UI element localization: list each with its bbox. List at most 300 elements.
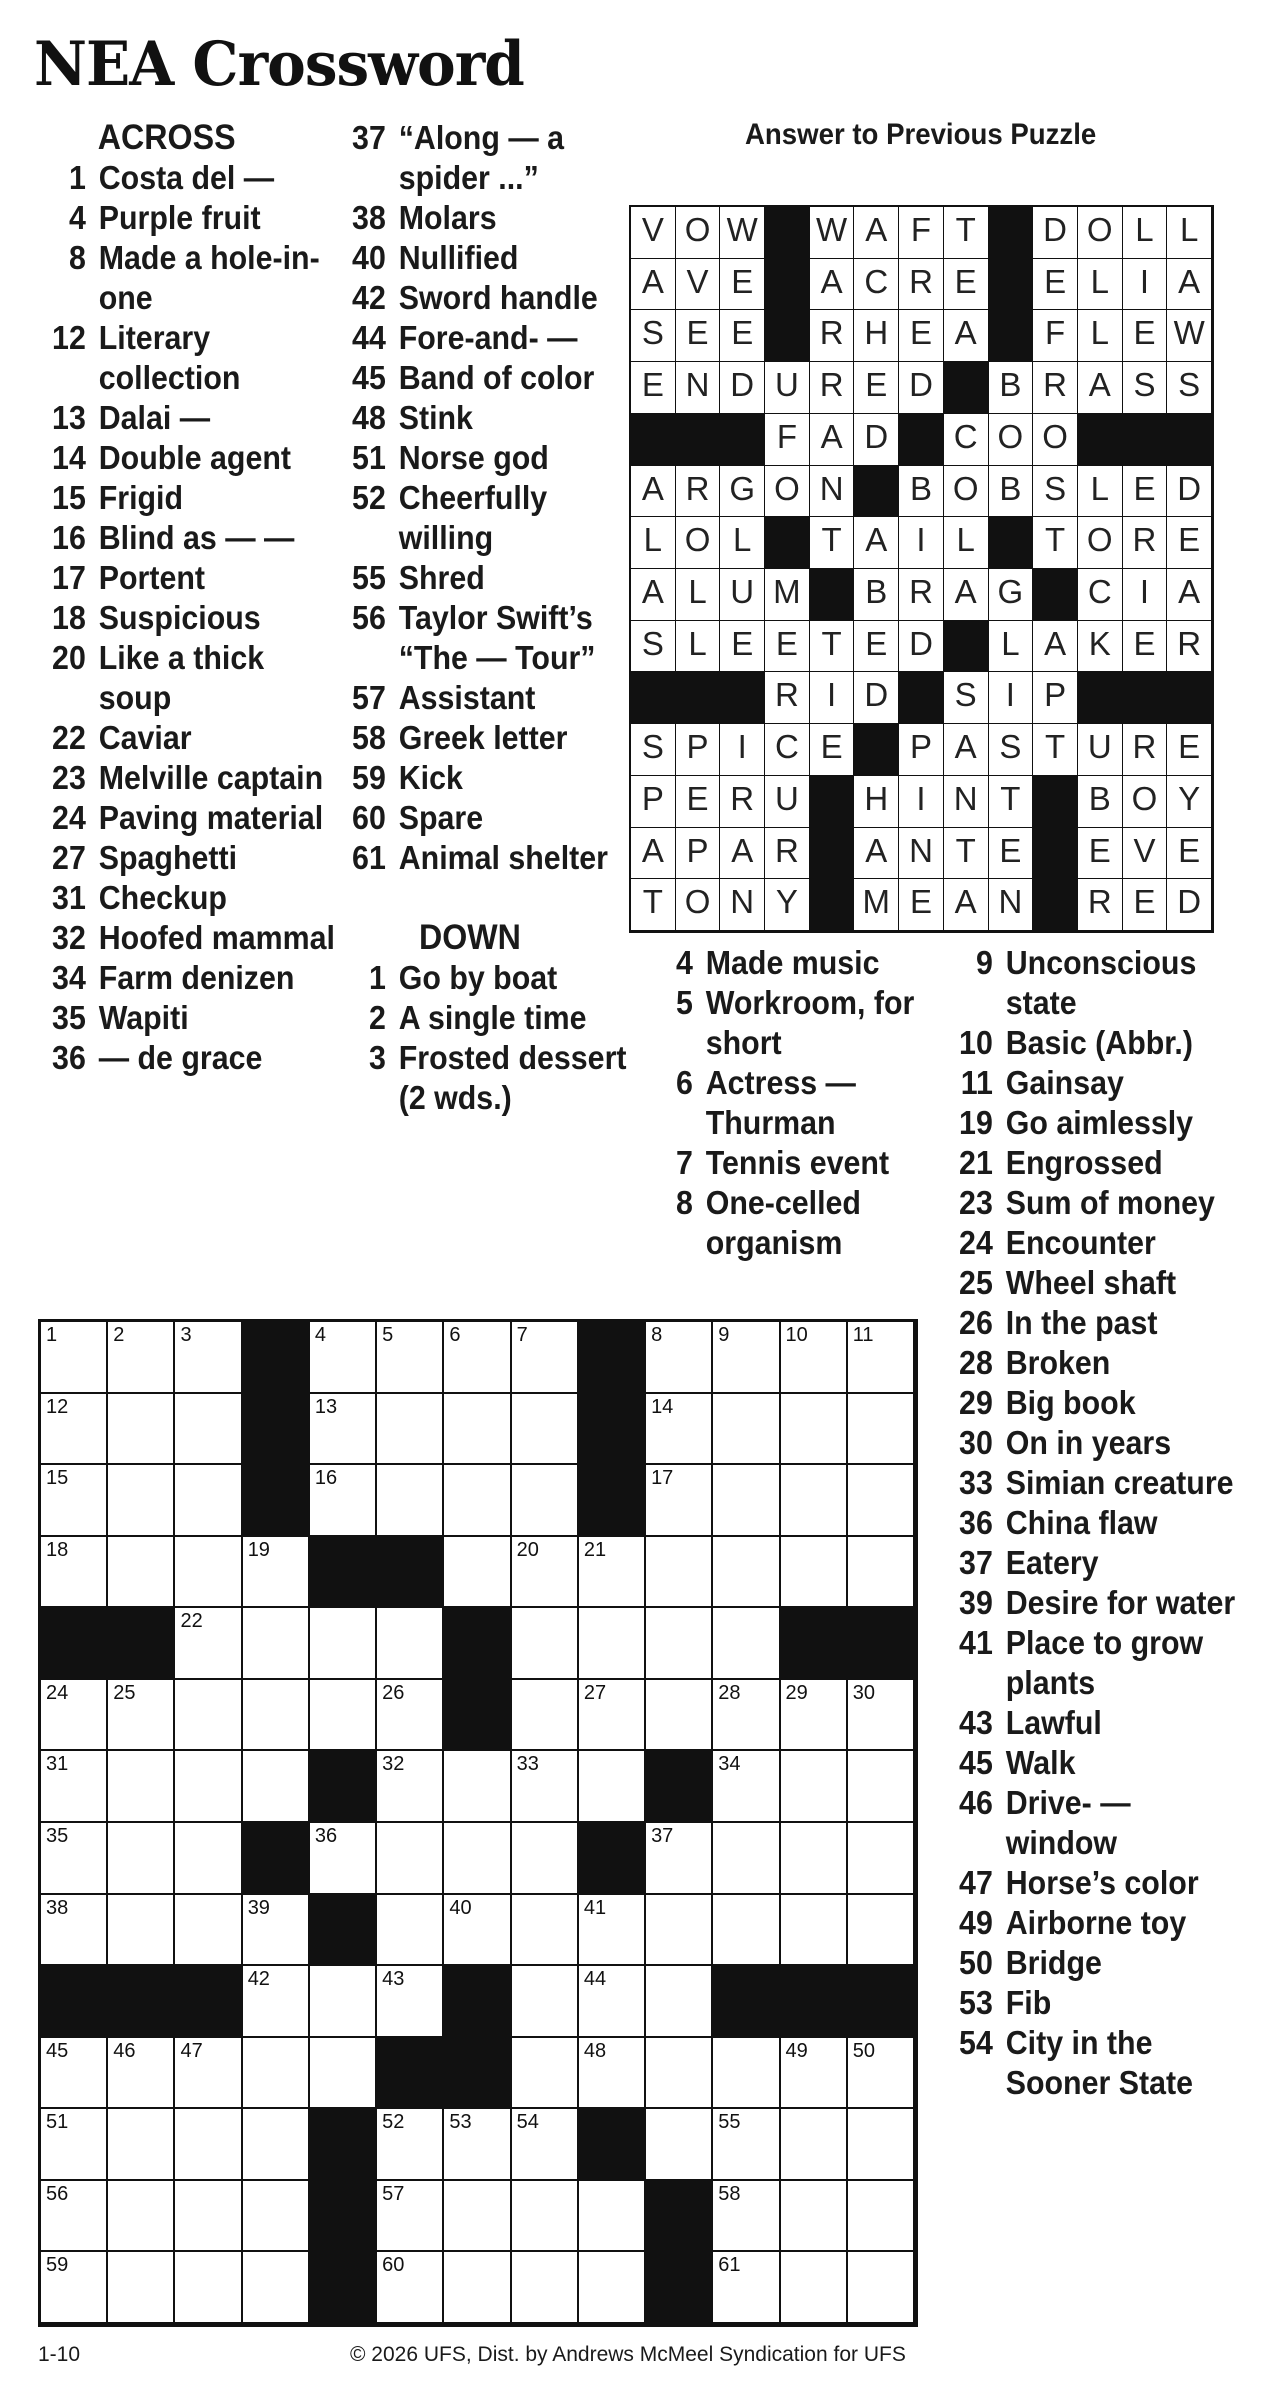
- clue-number: 7: [675, 1144, 693, 1181]
- grid-cell[interactable]: [175, 1465, 242, 1537]
- grid-cell[interactable]: [175, 1394, 242, 1466]
- grid-cell[interactable]: [108, 1823, 175, 1895]
- answer-letter-cell: D: [854, 672, 899, 724]
- grid-cell[interactable]: [781, 1537, 848, 1609]
- grid-cell[interactable]: [713, 1608, 780, 1680]
- down-clue-1: [338, 958, 636, 998]
- grid-cell[interactable]: [646, 1680, 713, 1752]
- clue-number: 50: [959, 1944, 993, 1981]
- grid-cell[interactable]: [512, 1537, 579, 1609]
- cell-number: 50: [852, 2039, 876, 2062]
- grid-cell[interactable]: [713, 1322, 780, 1394]
- grid-cell[interactable]: [781, 2109, 848, 2181]
- clue-number: 30: [959, 1424, 993, 1461]
- across-clue-23: [38, 758, 336, 798]
- grid-cell[interactable]: [713, 1751, 780, 1823]
- grid-cell[interactable]: [444, 1537, 511, 1609]
- clue-number: 47: [959, 1864, 993, 1901]
- clue-number: 46: [959, 1784, 993, 1821]
- answer-letter-cell: R: [899, 569, 944, 621]
- clue-number: 19: [959, 1104, 993, 1141]
- cell-number: 14: [651, 1395, 674, 1418]
- clue-number: 34: [52, 959, 86, 996]
- across-clue-36: [38, 1038, 336, 1078]
- across-clue-12: [38, 318, 336, 398]
- grid-cell[interactable]: [781, 1394, 848, 1466]
- grid-cell[interactable]: [781, 1680, 848, 1752]
- answer-letter-cell: N: [989, 879, 1034, 931]
- grid-cell[interactable]: [41, 1680, 108, 1752]
- clue-text: Encounter: [1005, 1224, 1156, 1261]
- down-clue-39: [945, 1583, 1243, 1623]
- answer-letter-cell: D: [720, 362, 765, 414]
- answer-letter-cell: E: [989, 828, 1034, 880]
- grid-cell[interactable]: [848, 1394, 915, 1466]
- clue-text: Sum of money: [1005, 1184, 1215, 1221]
- grid-cell[interactable]: [781, 1895, 848, 1967]
- grid-cell[interactable]: [175, 2181, 242, 2253]
- across-clue-34: [38, 958, 336, 998]
- clue-number: 24: [959, 1224, 993, 1261]
- clue-text: — de grace: [98, 1039, 263, 1076]
- grid-cell[interactable]: [108, 1680, 175, 1752]
- answer-letter-cell: T: [631, 879, 676, 931]
- cell-number: 18: [46, 1538, 69, 1561]
- across-clue-8: [38, 238, 336, 318]
- clue-number: 28: [959, 1344, 993, 1381]
- black-square: [579, 2109, 646, 2181]
- grid-cell[interactable]: [781, 2252, 848, 2324]
- grid-cell[interactable]: [579, 2038, 646, 2110]
- grid-cell[interactable]: [848, 1537, 915, 1609]
- grid-cell[interactable]: [41, 1823, 108, 1895]
- grid-cell[interactable]: [444, 1823, 511, 1895]
- grid-cell[interactable]: [444, 1394, 511, 1466]
- down-clue-37: [945, 1543, 1243, 1583]
- grid-cell[interactable]: [108, 2252, 175, 2324]
- grid-cell[interactable]: [41, 1394, 108, 1466]
- black-square: [579, 1394, 646, 1466]
- answer-letter-cell: T: [810, 621, 855, 673]
- answer-letter-cell: R: [1123, 724, 1168, 776]
- answer-letter-cell: A: [631, 828, 676, 880]
- grid-cell[interactable]: [377, 1322, 444, 1394]
- clue-number: 57: [352, 679, 386, 716]
- grid-cell[interactable]: [310, 1394, 377, 1466]
- grid-cell[interactable]: [713, 1823, 780, 1895]
- across-clues-column-1: [38, 118, 338, 1078]
- grid-cell[interactable]: [377, 1465, 444, 1537]
- cell-number: 10: [785, 1324, 808, 1346]
- grid-cell[interactable]: [175, 2109, 242, 2181]
- grid-cell[interactable]: [377, 1751, 444, 1823]
- answer-black-square: [720, 414, 765, 466]
- across-clue-37: [338, 118, 636, 198]
- grid-cell[interactable]: [848, 2181, 915, 2253]
- grid-cell[interactable]: [713, 1465, 780, 1537]
- cell-number: 21: [583, 1538, 607, 1561]
- grid-cell[interactable]: [108, 1751, 175, 1823]
- grid-cell[interactable]: [781, 1465, 848, 1537]
- answer-letter-cell: A: [944, 724, 989, 776]
- down-clue-45: [945, 1743, 1243, 1783]
- grid-cell[interactable]: [444, 2109, 511, 2181]
- clue-text: Shred: [398, 559, 485, 596]
- across-clue-15: [38, 478, 336, 518]
- answer-black-square: [989, 259, 1034, 311]
- grid-cell[interactable]: [781, 1751, 848, 1823]
- grid-cell[interactable]: [848, 1465, 915, 1537]
- grid-cell[interactable]: [310, 1322, 377, 1394]
- grid-cell[interactable]: [646, 1608, 713, 1680]
- grid-cell[interactable]: [781, 1322, 848, 1394]
- answer-letter-cell: S: [989, 724, 1034, 776]
- clue-number: 1: [368, 959, 386, 996]
- grid-cell[interactable]: [377, 1680, 444, 1752]
- cell-number: 55: [718, 2111, 741, 2134]
- clue-text: Fib: [1005, 1984, 1052, 2021]
- grid-cell[interactable]: [310, 1608, 377, 1680]
- cell-number: 59: [46, 2254, 69, 2277]
- black-square: [444, 1608, 511, 1680]
- answer-letter-cell: A: [631, 259, 676, 311]
- grid-cell[interactable]: [713, 2181, 780, 2253]
- cell-number: 42: [247, 1968, 270, 1991]
- clue-number: 51: [352, 439, 386, 476]
- grid-cell[interactable]: [444, 2181, 511, 2253]
- grid-cell[interactable]: [713, 1680, 780, 1752]
- grid-cell[interactable]: [108, 1537, 175, 1609]
- grid-cell[interactable]: [377, 2181, 444, 2253]
- grid-cell[interactable]: [41, 1465, 108, 1537]
- grid-cell[interactable]: [512, 1895, 579, 1967]
- puzzle-title: NEA Crossword: [34, 28, 524, 100]
- cell-number: 39: [247, 1896, 270, 1919]
- grid-cell[interactable]: [512, 2252, 579, 2324]
- grid-cell[interactable]: [713, 2109, 780, 2181]
- grid-cell[interactable]: [713, 2252, 780, 2324]
- grid-cell[interactable]: [444, 1465, 511, 1537]
- grid-cell[interactable]: [175, 2038, 242, 2110]
- answer-letter-cell: V: [1123, 828, 1168, 880]
- across-clue-56: [338, 598, 636, 678]
- clue-number: 11: [960, 1064, 993, 1101]
- grid-cell[interactable]: [646, 2038, 713, 2110]
- clue-text: Blind as — —: [98, 519, 295, 556]
- grid-cell[interactable]: [175, 1680, 242, 1752]
- grid-cell[interactable]: [108, 2181, 175, 2253]
- grid-cell[interactable]: [512, 1966, 579, 2038]
- cell-number: 11: [852, 1324, 874, 1346]
- answer-letter-cell: L: [720, 517, 765, 569]
- crossword-grid[interactable]: [38, 1319, 918, 2327]
- answer-letter-cell: U: [720, 569, 765, 621]
- black-square: [848, 1966, 915, 2038]
- grid-cell[interactable]: [41, 2181, 108, 2253]
- clue-number: 18: [52, 599, 86, 636]
- grid-cell[interactable]: [310, 1966, 377, 2038]
- clue-number: 35: [52, 999, 86, 1036]
- black-square: [579, 1465, 646, 1537]
- black-square: [646, 2252, 713, 2324]
- answer-letter-cell: L: [989, 621, 1034, 673]
- across-clue-27: [38, 838, 336, 878]
- grid-cell[interactable]: [377, 1608, 444, 1680]
- answer-letter-cell: G: [989, 569, 1034, 621]
- grid-cell[interactable]: [41, 1537, 108, 1609]
- grid-cell[interactable]: [579, 2181, 646, 2253]
- grid-cell[interactable]: [848, 2038, 915, 2110]
- down-clue-49: [945, 1903, 1243, 1943]
- down-clue-29: [945, 1383, 1243, 1423]
- grid-cell[interactable]: [108, 1895, 175, 1967]
- clue-number: 31: [52, 879, 86, 916]
- grid-cell[interactable]: [848, 1751, 915, 1823]
- grid-cell[interactable]: [175, 1537, 242, 1609]
- grid-cell[interactable]: [175, 1322, 242, 1394]
- answer-letter-cell: C: [944, 414, 989, 466]
- grid-cell[interactable]: [41, 1322, 108, 1394]
- answer-letter-cell: P: [676, 724, 721, 776]
- grid-cell[interactable]: [41, 2252, 108, 2324]
- grid-cell[interactable]: [579, 1537, 646, 1609]
- answer-letter-cell: F: [765, 414, 810, 466]
- grid-cell[interactable]: [108, 1322, 175, 1394]
- grid-cell[interactable]: [646, 1465, 713, 1537]
- cell-number: 7: [516, 1324, 528, 1346]
- cell-number: 8: [651, 1324, 663, 1346]
- grid-cell[interactable]: [243, 1537, 310, 1609]
- clue-text: Broken: [1005, 1344, 1111, 1381]
- grid-cell[interactable]: [444, 1751, 511, 1823]
- answer-black-square: [1078, 414, 1123, 466]
- grid-cell[interactable]: [108, 2109, 175, 2181]
- grid-cell[interactable]: [175, 1751, 242, 1823]
- answer-letter-cell: R: [1123, 517, 1168, 569]
- grid-cell[interactable]: [243, 1966, 310, 2038]
- grid-cell[interactable]: [175, 1895, 242, 1967]
- grid-cell[interactable]: [512, 1322, 579, 1394]
- grid-cell[interactable]: [646, 1394, 713, 1466]
- grid-cell[interactable]: [377, 1823, 444, 1895]
- answer-letter-cell: W: [810, 207, 855, 259]
- grid-cell[interactable]: [512, 1680, 579, 1752]
- grid-cell[interactable]: [848, 1895, 915, 1967]
- answer-letter-cell: T: [810, 517, 855, 569]
- puzzle-date: 1-10: [38, 2343, 81, 2366]
- grid-cell[interactable]: [444, 1895, 511, 1967]
- grid-cell[interactable]: [848, 2109, 915, 2181]
- grid-cell[interactable]: [512, 2038, 579, 2110]
- grid-cell[interactable]: [848, 1680, 915, 1752]
- grid-cell[interactable]: [310, 1465, 377, 1537]
- grid-cell[interactable]: [377, 1895, 444, 1967]
- clue-text: Checkup: [98, 879, 227, 916]
- clue-text: Like a thick soup: [98, 639, 265, 716]
- grid-cell[interactable]: [579, 1895, 646, 1967]
- grid-cell[interactable]: [781, 1823, 848, 1895]
- grid-cell[interactable]: [512, 2109, 579, 2181]
- grid-cell[interactable]: [377, 2252, 444, 2324]
- grid-cell[interactable]: [41, 2038, 108, 2110]
- grid-cell[interactable]: [512, 1608, 579, 1680]
- grid-cell[interactable]: [310, 2038, 377, 2110]
- grid-cell[interactable]: [512, 1751, 579, 1823]
- black-square: [108, 1966, 175, 2038]
- grid-cell[interactable]: [41, 1895, 108, 1967]
- grid-cell[interactable]: [646, 1895, 713, 1967]
- clue-text: Drive- — window: [1005, 1784, 1131, 1861]
- grid-cell[interactable]: [108, 1465, 175, 1537]
- grid-cell[interactable]: [848, 1823, 915, 1895]
- grid-cell[interactable]: [243, 2038, 310, 2110]
- grid-cell[interactable]: [579, 1608, 646, 1680]
- grid-cell[interactable]: [579, 2252, 646, 2324]
- clue-number: 4: [68, 199, 86, 236]
- cell-number: 54: [516, 2111, 539, 2134]
- grid-cell[interactable]: [848, 1322, 915, 1394]
- down-clue-6: [645, 1063, 943, 1143]
- answer-black-square: [1123, 414, 1168, 466]
- grid-cell[interactable]: [512, 1465, 579, 1537]
- grid-cell[interactable]: [713, 1394, 780, 1466]
- answer-letter-cell: R: [676, 466, 721, 518]
- answer-letter-cell: B: [899, 466, 944, 518]
- across-clue-55: [338, 558, 636, 598]
- grid-cell[interactable]: [310, 1680, 377, 1752]
- grid-cell[interactable]: [108, 1394, 175, 1466]
- grid-cell[interactable]: [243, 2252, 310, 2324]
- black-square: [646, 1751, 713, 1823]
- answer-letter-cell: S: [631, 621, 676, 673]
- grid-cell[interactable]: [646, 1322, 713, 1394]
- answer-letter-cell: L: [1078, 310, 1123, 362]
- grid-cell[interactable]: [646, 1537, 713, 1609]
- cell-number: 29: [785, 1681, 808, 1704]
- grid-cell[interactable]: [646, 1823, 713, 1895]
- clue-number: 13: [52, 399, 86, 436]
- clue-number: 4: [675, 944, 693, 981]
- clue-number: 26: [959, 1304, 993, 1341]
- grid-cell[interactable]: [848, 2252, 915, 2324]
- answer-letter-cell: R: [1167, 621, 1212, 673]
- cell-number: 60: [382, 2254, 405, 2277]
- clue-number: 21: [959, 1144, 993, 1181]
- answer-letter-cell: D: [1167, 466, 1212, 518]
- grid-cell[interactable]: [41, 1751, 108, 1823]
- cell-number: 25: [113, 1681, 136, 1704]
- answer-letter-cell: D: [854, 414, 899, 466]
- grid-cell[interactable]: [781, 2181, 848, 2253]
- grid-cell[interactable]: [310, 1823, 377, 1895]
- grid-cell[interactable]: [444, 2252, 511, 2324]
- answer-letter-cell: A: [1167, 259, 1212, 311]
- black-square: [310, 1895, 377, 1967]
- across-clue-16: [38, 518, 336, 558]
- grid-cell[interactable]: [512, 1394, 579, 1466]
- cell-number: 19: [247, 1538, 270, 1561]
- answer-letter-cell: E: [1033, 259, 1078, 311]
- grid-cell[interactable]: [646, 2109, 713, 2181]
- across-clue-13: [38, 398, 336, 438]
- clue-number: 52: [352, 479, 386, 516]
- black-square: [243, 1465, 310, 1537]
- answer-letter-cell: E: [631, 362, 676, 414]
- grid-cell[interactable]: [243, 1895, 310, 1967]
- answer-letter-cell: L: [1167, 207, 1212, 259]
- grid-cell[interactable]: [175, 1823, 242, 1895]
- answer-letter-cell: M: [765, 569, 810, 621]
- answer-letter-cell: A: [810, 414, 855, 466]
- clue-text: Wapiti: [98, 999, 189, 1036]
- grid-cell[interactable]: [377, 2109, 444, 2181]
- down-clue-41: [945, 1623, 1243, 1703]
- answer-letter-cell: A: [854, 828, 899, 880]
- grid-cell[interactable]: [108, 2038, 175, 2110]
- grid-cell[interactable]: [781, 2038, 848, 2110]
- clue-number: 40: [352, 239, 386, 276]
- clue-text: Eatery: [1005, 1544, 1099, 1581]
- cell-number: 1: [46, 1324, 58, 1346]
- answer-letter-cell: K: [1078, 621, 1123, 673]
- across-clue-35: [38, 998, 336, 1038]
- answer-letter-cell: E: [854, 621, 899, 673]
- answer-letter-cell: D: [899, 621, 944, 673]
- across-clue-18: [38, 598, 336, 638]
- answer-letter-cell: R: [720, 776, 765, 828]
- answer-letter-cell: L: [1078, 466, 1123, 518]
- grid-cell[interactable]: [713, 2038, 780, 2110]
- answer-letter-cell: E: [944, 259, 989, 311]
- grid-cell[interactable]: [713, 1537, 780, 1609]
- grid-cell[interactable]: [41, 2109, 108, 2181]
- grid-cell[interactable]: [175, 2252, 242, 2324]
- grid-cell[interactable]: [713, 1895, 780, 1967]
- answer-black-square: [765, 310, 810, 362]
- grid-cell[interactable]: [175, 1608, 242, 1680]
- grid-cell[interactable]: [646, 1966, 713, 2038]
- grid-cell[interactable]: [512, 1823, 579, 1895]
- grid-cell[interactable]: [579, 1751, 646, 1823]
- clue-number: 37: [959, 1544, 993, 1581]
- grid-cell[interactable]: [377, 1966, 444, 2038]
- grid-cell[interactable]: [243, 1608, 310, 1680]
- grid-cell[interactable]: [243, 1751, 310, 1823]
- clue-text: China flaw: [1005, 1504, 1158, 1541]
- answer-black-square: [1167, 672, 1212, 724]
- clue-number: 39: [959, 1584, 993, 1621]
- answer-letter-cell: E: [1167, 828, 1212, 880]
- grid-cell[interactable]: [579, 1680, 646, 1752]
- down-clue-30: [945, 1423, 1243, 1463]
- grid-cell[interactable]: [243, 2181, 310, 2253]
- grid-cell[interactable]: [512, 2181, 579, 2253]
- answer-letter-cell: F: [899, 207, 944, 259]
- answer-letter-cell: O: [765, 466, 810, 518]
- answer-letter-cell: E: [720, 621, 765, 673]
- cell-number: 27: [583, 1681, 607, 1704]
- answer-letter-cell: I: [989, 672, 1034, 724]
- grid-cell[interactable]: [377, 1394, 444, 1466]
- grid-cell[interactable]: [444, 1322, 511, 1394]
- answer-black-square: [810, 879, 855, 931]
- grid-cell[interactable]: [243, 2109, 310, 2181]
- across-clue-48: [338, 398, 636, 438]
- grid-cell[interactable]: [243, 1680, 310, 1752]
- cell-number: 33: [516, 1753, 539, 1776]
- grid-cell[interactable]: [579, 1966, 646, 2038]
- across-clue-44: [338, 318, 636, 358]
